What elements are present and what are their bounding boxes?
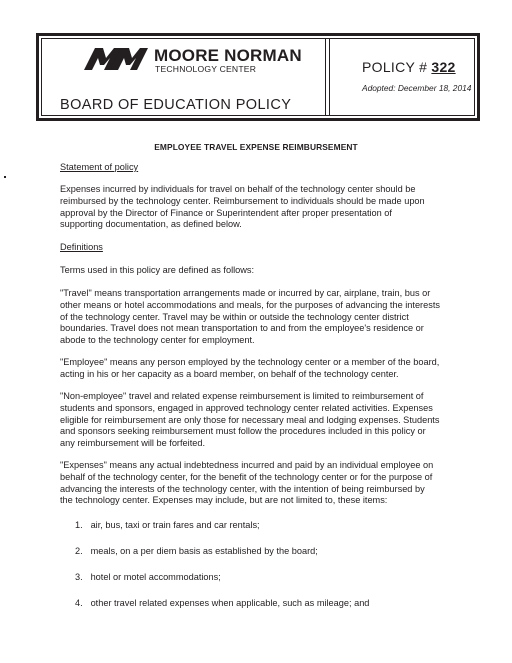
- board-policy-title: BOARD OF EDUCATION POLICY: [60, 97, 292, 113]
- definitions-heading: Definitions: [60, 242, 103, 252]
- paragraph-line: the technology center. Expenses may include, but are not limited to, these items:: [60, 495, 388, 506]
- list-text: air, bus, taxi or train fares and car rentals;: [90, 520, 260, 530]
- paragraph-line: "Non-employee" travel and related expense reimbursement is limited to reimbursement of: [60, 391, 424, 401]
- list-item: [75, 520, 260, 530]
- adopted-date: Adopted: December 18, 2014: [362, 83, 472, 93]
- paragraph-line: boundaries. Travel does not mean transportation to and from the employee's residence or: [60, 323, 424, 334]
- paragraph-line: advancing the interests of the technology center, with the intention of being reimbursed by: [60, 483, 425, 494]
- paragraph-line: "Expenses" means any actual indebtedness incurred and paid by an individual employee on: [60, 460, 434, 470]
- list-text: other travel related expenses when applicable, such as mileage; and: [90, 598, 370, 608]
- moore-norman-logo-icon: [84, 48, 148, 70]
- paragraph-line: any reimbursement will be forfeited.: [60, 438, 206, 449]
- statement-paragraph: [60, 184, 460, 231]
- paragraph-line: students and sponsors, engaged in approved technology center related activities. Expenses: [60, 402, 433, 413]
- policy-number: 322: [431, 59, 456, 75]
- policy-label: POLICY #: [362, 59, 432, 75]
- paragraph-line: eligible for reimbursement are only those for necessary meal and lodging expenses. Students: [60, 414, 440, 425]
- margin-mark: [4, 176, 6, 178]
- policy-header: [36, 33, 480, 121]
- paragraph-line: approval by the Director of Finance or Superintendent after proper presentation of: [60, 207, 392, 218]
- paragraph-line: and sponsors seeking reimbursement must follow the procedures included in this policy or: [60, 426, 426, 437]
- employee-definition: [60, 357, 460, 381]
- header-left-panel: [42, 39, 326, 115]
- list-item: [75, 572, 221, 582]
- header-right-panel: [330, 39, 474, 115]
- list-number: 4.: [75, 598, 83, 608]
- list-item: [75, 598, 369, 608]
- paragraph-line: Expenses incurred by individuals for travel on behalf of the technology center should be: [60, 184, 416, 194]
- paragraph-line: of the technology center. Travel may be within or outside the technology center district: [60, 311, 409, 322]
- paragraph-line: other means or hotel accommodations and meals, for the purposes of advancing the interests: [60, 299, 440, 310]
- paragraph-line: "Travel" means transportation arrangements made or incurred by car, airplane, train, bus or: [60, 288, 431, 298]
- travel-definition: [60, 288, 460, 347]
- org-subtitle: TECHNOLOGY CENTER: [155, 64, 257, 74]
- paragraph-line: behalf of the technology center, for the benefit of the technology center or for the purpose of: [60, 471, 433, 482]
- list-item: [75, 546, 318, 556]
- terms-intro: [60, 265, 460, 277]
- paragraph-line: Terms used in this policy are defined as follows:: [60, 265, 255, 275]
- expenses-definition: [60, 460, 460, 507]
- paragraph-line: abode to the technology center for employment.: [60, 335, 255, 346]
- nonemployee-definition: [60, 391, 460, 450]
- paragraph-line: reimbursed by the technology center. Reimbursement to individuals should be made upon: [60, 195, 425, 206]
- list-text: hotel or motel accommodations;: [90, 572, 221, 582]
- policy-header-inner: [41, 38, 475, 116]
- org-name: MOORE NORMAN: [154, 46, 302, 65]
- list-number: 3.: [75, 572, 83, 582]
- document-title: EMPLOYEE TRAVEL EXPENSE REIMBURSEMENT: [154, 142, 358, 152]
- paragraph-line: supporting documentation, as defined below.: [60, 219, 242, 230]
- paragraph-line: "Employee" means any person employed by the technology center or a member of the board,: [60, 357, 440, 367]
- policy-number-label: [362, 59, 456, 75]
- list-number: 2.: [75, 546, 83, 556]
- list-number: 1.: [75, 520, 83, 530]
- statement-heading: Statement of policy: [60, 162, 139, 172]
- paragraph-line: acting in his or her capacity as a board member, on behalf of the technology center.: [60, 368, 399, 379]
- list-text: meals, on a per diem basis as established by the board;: [90, 546, 318, 556]
